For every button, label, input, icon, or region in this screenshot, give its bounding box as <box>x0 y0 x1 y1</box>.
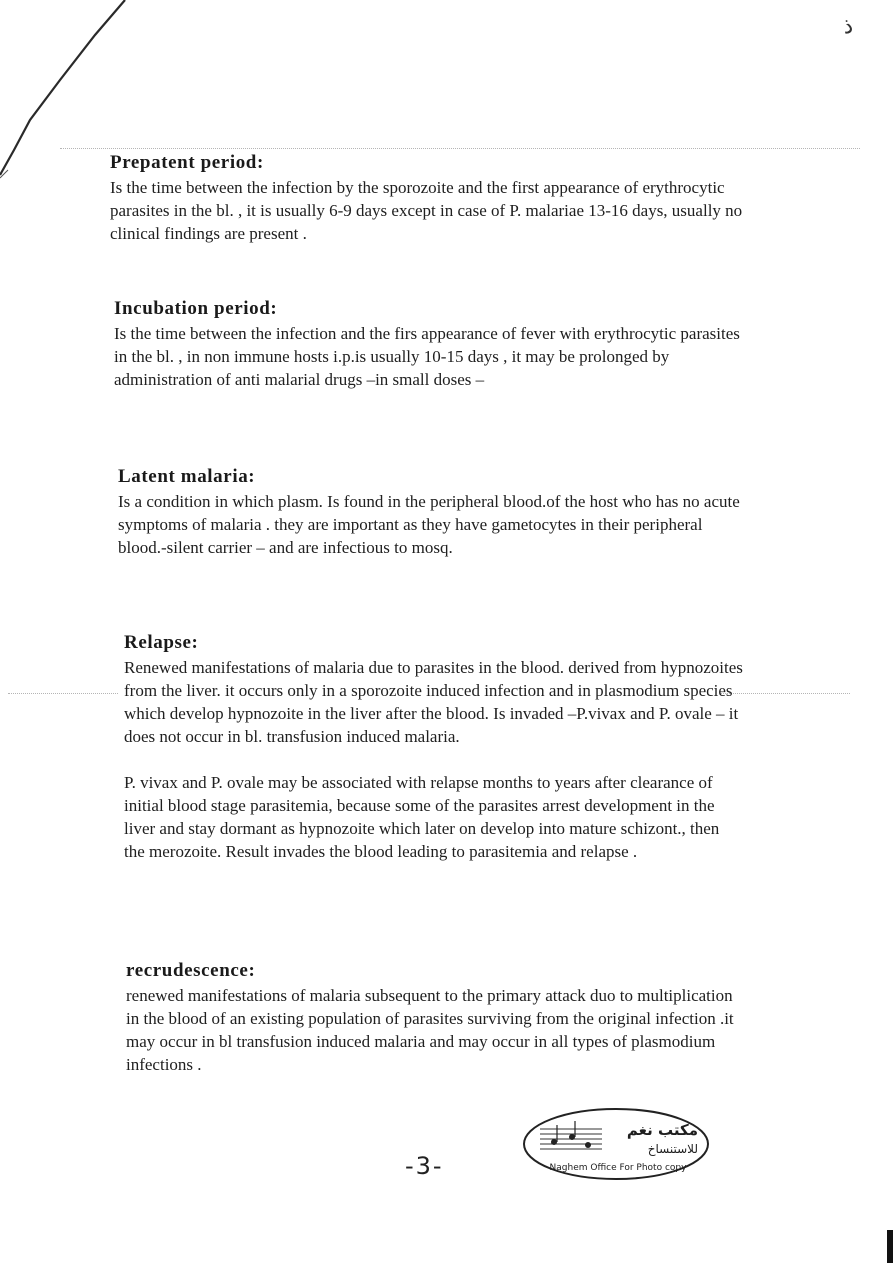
section-recrudescence <box>126 960 746 1076</box>
scan-edge-shadow <box>887 1230 893 1263</box>
section-body: Is a condition in which plasm. Is found in the peripheral blood.of the host who has no acute symptoms of malaria . they are important as they have gametocytes in their peripheral blood.-silent carrier – and are infectious to mosq. <box>118 492 740 557</box>
stamp-english-text: Naghem Office For Photo copy <box>549 1163 687 1173</box>
section-heading: Relapse: <box>124 632 199 653</box>
stamp-arabic-name: مكتب نغم <box>626 1121 698 1139</box>
copy-shop-stamp <box>522 1107 710 1181</box>
page-number: -3- <box>405 1152 444 1180</box>
section-incubation-period <box>114 298 754 391</box>
section-body: renewed manifestations of malaria subsequent to the primary attack duo to multiplication in the blood of an existing population of parasites surviving from the original infection .it may occur in bl transfusion induced malaria and may occur in all types of plasmodium infections . <box>126 986 734 1074</box>
section-body-continued: P. vivax and P. ovale may be associated with relapse months to years after clearance of initial blood stage parasitemia, because some of the parasites arrest development in the liver and stay dormant as hypnozoite which later on develop into mature schizont., then the merozoite. Result invades the blood leading to parasitemia and relapse . <box>124 773 720 861</box>
corner-handwritten-mark: ذ <box>841 13 855 40</box>
section-prepatent-period <box>110 152 760 245</box>
section-body: Is the time between the infection and the firs appearance of fever with erythrocytic parasites in the bl. , in non immune hosts i.p.is usually 10-15 days , it may be prolonged by administration of anti malarial drugs –in small doses – <box>114 324 740 389</box>
section-heading: recrudescence: <box>126 960 256 981</box>
section-body: Is the time between the infection by the sporozoite and the first appearance of erythrocytic parasites in the bl. , it is usually 6-9 days except in case of P. malariae 13-16 days, usually no clinical findings are present . <box>110 178 743 243</box>
section-latent-malaria <box>118 466 748 559</box>
stamp-music-icon <box>540 1121 602 1149</box>
stamp-arabic-subtitle: للاستنساخ <box>647 1142 698 1156</box>
section-heading: Latent malaria: <box>118 466 256 487</box>
scan-noise-line <box>8 693 118 700</box>
section-relapse <box>124 632 744 863</box>
section-heading: Incubation period: <box>114 298 278 319</box>
section-body: Renewed manifestations of malaria due to parasites in the blood. derived from hypnozoites from the liver. it occurs only in a sporozoite induced infection and in plasmodium species which develop hypnozoite in the liver after the blood. Is invaded –P.vivax and P. ovale – it does not occur in bl. transfusion induced malaria. <box>124 658 743 746</box>
section-heading: Prepatent period: <box>110 152 264 173</box>
